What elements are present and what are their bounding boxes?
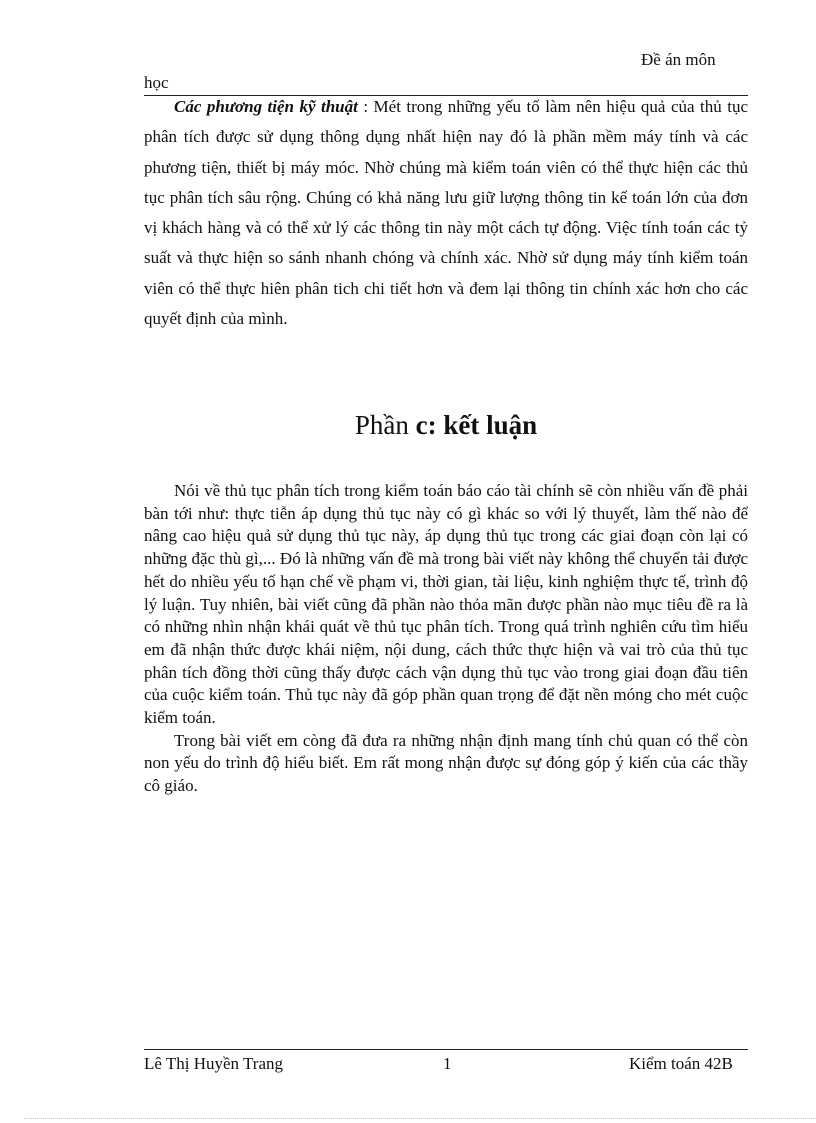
header-title-continuation: học — [144, 73, 169, 92]
footer-page-number: 1 — [443, 1054, 452, 1073]
conclusion-paragraph: Trong bài viết em còng đã đưa ra những nhận định mang tính chủ quan có thể còn non yếu do trình độ hiểu biết. Em rất mong nhận được sự đóng góp ý kiến của các thầy cô giáo. — [144, 730, 748, 796]
section-title — [144, 410, 748, 441]
footer-divider — [144, 1049, 748, 1050]
section-title-prefix: Phần — [354, 410, 416, 440]
conclusion-body — [144, 480, 748, 798]
footer-class-name: Kiểm toán 42B — [629, 1054, 733, 1073]
conclusion-paragraph: Nói về thủ tục phân tích trong kiểm toán báo cáo tài chính sẽ còn nhiều vấn đề phải bàn tới như: thực tiễn áp dụng thủ tục này có gì khác so với lý thuyết, làm thế nào để nâng cao hiệu quả sử dụng thủ tục này, áp dụng thủ tục trong các giai đoạn còn lại có những đặc thù gì,... Đó là những vấn đề mà trong bài viết này không thể chuyển tải được hết do nhiều yếu tố hạn chế về phạm vi, thời gian, tài liệu, kinh nghiệm thực tế, trình độ lý luận. Tuy nhiên, bài viết cũng đã phần nào thỏa mãn được phần nào mục tiêu đề ra là có những nhìn nhận khái quát về thủ tục phân tích. Trong quá trình nghiên cứu tìm hiểu em đã nhận thức được khái niệm, nội dung, cách thức thực hiện và vai trò của thủ tục phân tích đồng thời cũng thấy được cách vận dụng thủ tục vào trong giai đoạn đầu tiên của cuộc kiểm toán. Thủ tục này đã góp phần quan trọng để đặt nền móng cho mét cuộc kiểm toán. — [144, 481, 748, 728]
footer-author: Lê Thị Huyền Trang — [144, 1054, 283, 1073]
technical-means-term: Các phương tiện kỹ thuật — [174, 97, 358, 116]
page-boundary — [24, 1118, 816, 1119]
section-title-emphasis: c: kết luận — [415, 410, 538, 440]
technical-means-paragraph — [144, 92, 748, 334]
technical-means-body: : Mét trong những yếu tố làm nên hiệu quả của thủ tục phân tích được sử dụng thông dụng nhất hiện nay đó là phần mềm máy tính và các phương tiện, thiết bị máy móc. Nhờ chúng mà kiểm toán viên có thể thực hiện các thủ tục phân tích sâu rộng. Chúng có khả năng lưu giữ lượng thông tin kế toán lớn của đơn vị khách hàng và có thể xử lý các thông tin này một cách tự động. Việc tính toán các tỷ suất và thực hiện so sánh nhanh chóng và chính xác. Nhờ sử dụng máy tính kiểm toán viên có thể thực hiên phân tich chi tiết hơn và đem lại thông tin chính xác hơn cho các quyết định của mình. — [144, 97, 748, 329]
header-title: Đề án môn — [641, 50, 716, 69]
